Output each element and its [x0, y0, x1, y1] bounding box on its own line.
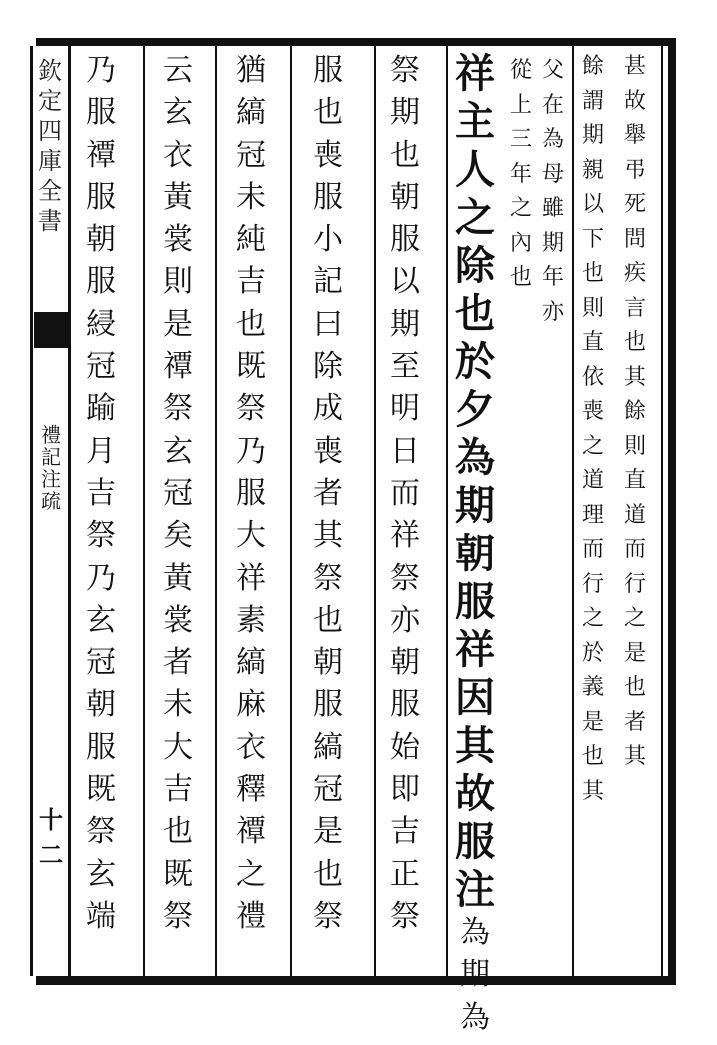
- character: 綅: [86, 306, 116, 342]
- character: 是: [163, 306, 193, 342]
- character: 服: [455, 818, 495, 865]
- character: 猶: [236, 53, 266, 88]
- character: 也: [510, 265, 533, 290]
- character: 人: [455, 146, 495, 193]
- character: 黃: [163, 179, 193, 215]
- character: 釋: [236, 772, 266, 808]
- character: 則: [163, 264, 193, 300]
- book-title: [36, 424, 66, 512]
- character: 祥: [455, 626, 495, 673]
- character: 夕: [455, 386, 495, 433]
- character: 朝: [86, 687, 116, 723]
- character: 服: [390, 687, 420, 723]
- character: 是: [582, 709, 605, 735]
- character: 期: [390, 306, 420, 342]
- character: 服: [313, 687, 343, 723]
- character: 玄: [86, 856, 116, 892]
- text-column: [236, 53, 266, 944]
- character: 問: [624, 226, 647, 252]
- character: 衣: [236, 729, 266, 765]
- character: 以: [582, 192, 605, 217]
- character: 其: [582, 778, 605, 804]
- character: 吉: [86, 475, 116, 511]
- character: 玄: [86, 602, 116, 638]
- character: 記: [313, 264, 343, 300]
- character: 端: [86, 898, 116, 934]
- character: 親: [582, 157, 605, 183]
- character: 祭: [390, 53, 420, 88]
- character: 也: [313, 95, 343, 131]
- character: 疾: [624, 261, 647, 286]
- character: 於: [455, 338, 495, 385]
- character: 祭: [390, 898, 420, 934]
- character: 為: [460, 999, 490, 1035]
- character: 乃: [86, 560, 116, 596]
- character: 大: [163, 729, 193, 765]
- character: 依: [582, 364, 605, 390]
- character: 裳: [163, 222, 193, 258]
- character: 弔: [624, 157, 647, 183]
- frame-top-border: [36, 38, 676, 46]
- character: 未: [163, 687, 193, 723]
- character: 者: [624, 709, 647, 735]
- character: 而: [582, 537, 605, 562]
- character: 日: [390, 433, 420, 469]
- character: 期: [390, 95, 420, 131]
- character: 喪: [313, 433, 343, 469]
- character: 四: [38, 117, 62, 145]
- character: 也: [624, 675, 647, 700]
- frame-left-border: [68, 46, 71, 976]
- column-rule: [143, 46, 145, 976]
- character: 其: [624, 364, 647, 390]
- character: 是: [313, 814, 343, 850]
- character: 朝: [390, 179, 420, 215]
- character: 其: [624, 744, 647, 769]
- character: 也: [163, 814, 193, 850]
- character: 行: [582, 571, 605, 597]
- character: 朝: [313, 645, 343, 681]
- character: 禫: [163, 349, 193, 385]
- character: 冠: [86, 645, 116, 681]
- character: 既: [86, 772, 116, 808]
- character: 書: [38, 207, 62, 235]
- character: 祥: [455, 50, 495, 97]
- character: 之: [510, 196, 533, 221]
- character: 而: [624, 537, 647, 562]
- character: 吉: [236, 264, 266, 300]
- text-column: [86, 53, 116, 944]
- character: 縞: [236, 645, 266, 681]
- character: 乃: [86, 53, 116, 88]
- character: 祥: [390, 518, 420, 554]
- character: 直: [624, 468, 647, 493]
- character: 言: [624, 295, 647, 321]
- character: 喪: [313, 137, 343, 173]
- character: 祥: [236, 560, 266, 596]
- character: 始: [390, 729, 420, 765]
- character: 明: [390, 391, 420, 427]
- character: 謂: [582, 88, 605, 114]
- character: 吉: [163, 772, 193, 808]
- character: 以: [390, 264, 420, 300]
- character: 服: [313, 179, 343, 215]
- character: 云: [163, 53, 193, 88]
- column-rule: [572, 46, 574, 976]
- character: 之: [455, 194, 495, 241]
- character: 至: [390, 349, 420, 385]
- character: 上: [510, 92, 533, 118]
- character: 素: [236, 602, 266, 638]
- character: 其: [455, 722, 495, 769]
- character: 全: [38, 177, 62, 205]
- fishtail-mark: [34, 312, 68, 346]
- character: 禮: [236, 898, 266, 934]
- character: 甚: [624, 54, 647, 79]
- main-text: [455, 50, 495, 870]
- character: 禫: [86, 137, 116, 173]
- character: 其: [313, 518, 343, 554]
- character: 禫: [236, 814, 266, 850]
- character: 即: [390, 772, 420, 808]
- character: 理: [582, 502, 605, 528]
- character: 之: [582, 606, 605, 631]
- character: 之: [236, 856, 266, 892]
- character: 庫: [38, 147, 62, 175]
- character: 則: [582, 295, 605, 321]
- character: 道: [582, 468, 605, 493]
- character: 於: [582, 640, 605, 666]
- character: 年: [510, 161, 533, 187]
- character: 縞: [313, 729, 343, 765]
- collection-title: [33, 56, 67, 236]
- character: 記: [41, 445, 61, 469]
- character: 服: [455, 578, 495, 625]
- character: 乃: [236, 433, 266, 469]
- character: 餘: [624, 399, 647, 424]
- text-column: [624, 56, 646, 781]
- character: 年: [542, 265, 565, 290]
- character: 祭: [163, 391, 193, 427]
- column-rule: [215, 46, 217, 976]
- character: 注: [41, 467, 61, 491]
- character: 服: [390, 222, 420, 258]
- character: 月: [86, 433, 116, 469]
- character: 成: [313, 391, 343, 427]
- character: 行: [624, 571, 647, 597]
- character: 則: [624, 433, 647, 459]
- character: 而: [390, 475, 420, 511]
- character: 正: [390, 856, 420, 892]
- main-text-column: [455, 50, 495, 1045]
- character: 祭: [163, 898, 193, 934]
- character: 祭: [86, 518, 116, 554]
- character: 為: [460, 915, 490, 950]
- character: 舉: [624, 123, 647, 148]
- character: 之: [582, 433, 605, 459]
- text-column: [542, 60, 564, 336]
- fishtail-line: [34, 346, 68, 348]
- character: 也: [313, 856, 343, 892]
- character: 是: [624, 640, 647, 666]
- character: 在: [542, 92, 565, 118]
- character: 欽: [38, 57, 62, 85]
- character: 踰: [86, 391, 116, 427]
- character: 期: [582, 123, 605, 148]
- character: 祭: [313, 898, 343, 934]
- character: 從: [510, 58, 533, 83]
- character: 裳: [163, 602, 193, 638]
- character: 亦: [390, 602, 420, 638]
- character: 義: [582, 675, 605, 700]
- character: 也: [455, 290, 495, 337]
- character: 疏: [41, 489, 61, 513]
- character: 死: [624, 192, 647, 217]
- character: 也: [582, 261, 605, 286]
- frame-right-border: [668, 38, 676, 985]
- character: 母: [542, 161, 565, 187]
- character: 朝: [455, 530, 495, 577]
- character: 亦: [542, 299, 565, 325]
- character: 小: [313, 222, 343, 258]
- column-rule: [446, 46, 448, 976]
- character: 服: [313, 53, 343, 88]
- text-column: [313, 53, 343, 944]
- character: 玄: [163, 95, 193, 131]
- character: 雖: [542, 196, 565, 221]
- character: 三: [510, 127, 533, 152]
- character: 祭: [236, 391, 266, 427]
- character: 為: [455, 434, 495, 481]
- column-rule: [290, 46, 292, 976]
- character: 矣: [163, 518, 193, 554]
- character: 服: [236, 475, 266, 511]
- character: 直: [582, 330, 605, 355]
- character: 主: [455, 98, 495, 145]
- character: 下: [582, 226, 605, 252]
- character: 冠: [313, 772, 343, 808]
- character: 者: [163, 645, 193, 681]
- text-column: [163, 53, 193, 944]
- character: 冠: [236, 137, 266, 173]
- character: 既: [163, 856, 193, 892]
- note-text: [460, 915, 490, 1045]
- text-column: [582, 56, 604, 815]
- character: 故: [624, 88, 647, 114]
- character: 定: [38, 87, 62, 115]
- character: 除: [455, 242, 495, 289]
- frame-right-inner-border: [661, 46, 663, 976]
- character: 麻: [236, 687, 266, 723]
- character: 祭: [313, 560, 343, 596]
- character: 禮: [41, 423, 61, 447]
- text-column: [510, 60, 532, 302]
- character: 也: [313, 602, 343, 638]
- character: 期: [460, 957, 490, 993]
- character: 縞: [236, 95, 266, 131]
- character: 純: [236, 222, 266, 258]
- character: 朝: [86, 222, 116, 258]
- character: 冠: [86, 349, 116, 385]
- character: 也: [236, 306, 266, 342]
- character: 既: [236, 349, 266, 385]
- text-column: [390, 53, 420, 944]
- character: 道: [624, 502, 647, 528]
- character: 也: [390, 137, 420, 173]
- character: 為: [542, 127, 565, 152]
- note-label: [455, 866, 495, 918]
- character: 冠: [163, 475, 193, 511]
- character: 餘: [582, 54, 605, 79]
- character: 者: [313, 475, 343, 511]
- character: 黃: [163, 560, 193, 596]
- character: 服: [86, 179, 116, 215]
- character: 衣: [163, 137, 193, 173]
- character: 朝: [390, 645, 420, 681]
- character: 因: [455, 674, 495, 721]
- character: 玄: [163, 433, 193, 469]
- character: 大: [236, 518, 266, 554]
- character: 曰: [313, 306, 343, 342]
- character: 之: [624, 606, 647, 631]
- character: 服: [86, 95, 116, 131]
- character: 父: [542, 58, 565, 83]
- character: 期: [455, 482, 495, 529]
- character: 注: [455, 866, 495, 913]
- character: 也: [624, 330, 647, 355]
- page-number: 十二: [39, 805, 63, 869]
- character: 祭: [86, 814, 116, 850]
- character: 吉: [390, 814, 420, 850]
- character: 喪: [582, 399, 605, 424]
- frame-bottom-border: [36, 976, 676, 985]
- character: 內: [510, 230, 533, 256]
- character: 也: [582, 744, 605, 769]
- character: 除: [313, 349, 343, 385]
- character: 期: [542, 230, 565, 256]
- column-rule: [374, 46, 376, 976]
- character: 服: [86, 729, 116, 765]
- character: 服: [86, 264, 116, 300]
- character: 故: [455, 770, 495, 817]
- character: 未: [236, 179, 266, 215]
- character: 祭: [390, 560, 420, 596]
